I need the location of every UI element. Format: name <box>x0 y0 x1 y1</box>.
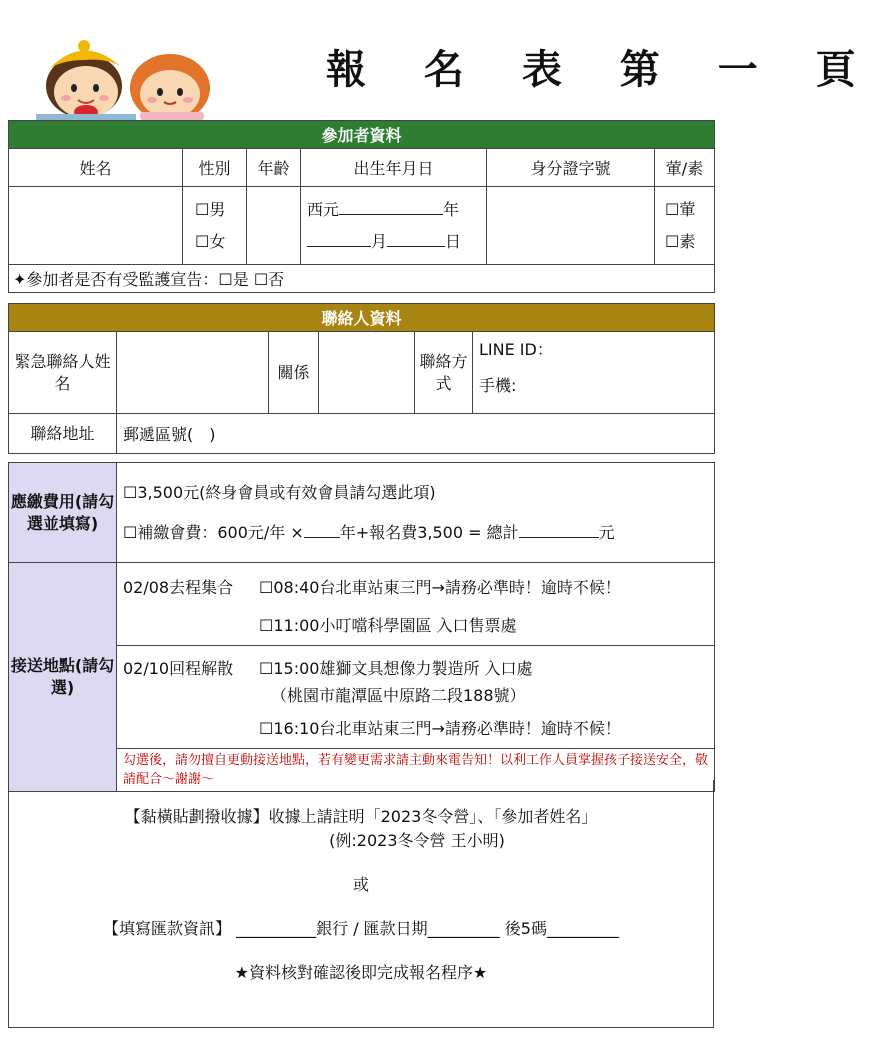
return-option-factory[interactable]: ☐15:00雄獅文具想像力製造所 入口處 <box>259 659 533 678</box>
depart-option-taipei[interactable]: ☐08:40台北車站東三門→請務必準時！逾時不候！ <box>259 578 621 597</box>
id-number-field[interactable] <box>487 187 655 265</box>
pickup-label: 接送地點(請勾選) <box>9 563 117 792</box>
kids-mascot-illustration <box>36 40 212 120</box>
gender-male-checkbox[interactable]: ☐男 <box>195 199 226 219</box>
or-divider: 或 <box>352 875 369 894</box>
fee-option-member[interactable]: ☐3,500元(終身會員或有效會員請勾選此項) <box>123 482 436 502</box>
receipt-example: (例:2023冬令營 王小明) <box>329 831 505 850</box>
guardianship-question[interactable]: ✦參加者是否有受監護宣告：☐是 ☐否 <box>9 265 715 293</box>
phone-field[interactable]: 手機: <box>479 376 517 395</box>
dob-year-label: 年 <box>443 199 460 219</box>
completion-note: ★資料核對確認後即完成報名程序★ <box>234 963 488 982</box>
age-field[interactable] <box>247 187 301 265</box>
dob-month-label: 月 <box>371 231 388 251</box>
diet-meat-checkbox[interactable]: ☐葷 <box>665 199 696 219</box>
col-dob: 出生年月日 <box>301 149 487 187</box>
emergency-contact-field[interactable] <box>117 332 269 414</box>
dob-day-label: 日 <box>445 231 462 251</box>
diet-veg-checkbox[interactable]: ☐素 <box>665 231 696 251</box>
depart-option-park[interactable]: ☐11:00小叮噹科學園區 入口售票處 <box>259 616 517 635</box>
col-name: 姓名 <box>9 149 183 187</box>
col-id-number: 身分證字號 <box>487 149 655 187</box>
emergency-contact-label: 緊急聯絡人姓名 <box>9 332 117 414</box>
fees-pickup-table <box>8 462 715 792</box>
col-gender: 性別 <box>183 149 247 187</box>
line-id-field[interactable]: LINE ID： <box>479 340 553 359</box>
contact-method-label: 聯絡方式 <box>415 332 473 414</box>
participant-table <box>8 120 715 293</box>
contact-table <box>8 303 715 454</box>
return-option-address: （桃園市龍潭區中原路二段188號） <box>271 686 526 705</box>
address-field[interactable]: 郵遞區號( ) <box>117 414 715 454</box>
receipt-instruction: 【黏橫貼劃撥收據】收據上請註明「2023冬令營」、「參加者姓名」 <box>124 807 598 826</box>
page-title: 報 名 表 第 一 頁 <box>326 47 878 93</box>
col-age: 年齡 <box>247 149 301 187</box>
payment-instructions <box>8 780 714 1028</box>
pickup-warning: 勾選後，請勿擅自更動接送地點，若有變更需求請主動來電告知！以利工作人員掌握孩子接送安全，敬請配合～謝謝～ <box>117 749 715 792</box>
address-label: 聯絡地址 <box>9 414 117 454</box>
dob-prefix: 西元 <box>307 199 340 219</box>
fee-option-renew[interactable]: ☐補繳會費：600元/年 × 年+報名費3,500 = 總計 元 <box>117 513 714 553</box>
page-header <box>0 0 878 120</box>
relation-field[interactable] <box>319 332 415 414</box>
contact-section-title: 聯絡人資料 <box>9 304 715 332</box>
name-field[interactable] <box>9 187 183 265</box>
depart-label: 02/08去程集合 <box>123 578 234 597</box>
participant-section-title: 參加者資料 <box>9 121 715 149</box>
fees-label: 應繳費用(請勾選並填寫) <box>9 463 117 563</box>
gender-female-checkbox[interactable]: ☐女 <box>195 231 226 251</box>
col-diet: 葷/素 <box>655 149 715 187</box>
return-label: 02/10回程解散 <box>123 659 234 678</box>
return-option-taipei[interactable]: ☐16:10台北車站東三門→請務必準時！逾時不候！ <box>259 719 621 738</box>
relation-label: 關係 <box>269 332 319 414</box>
transfer-info-line[interactable]: 【填寫匯款資訊】 __________銀行 / 匯款日期_________ 後5碼_________ <box>103 919 619 938</box>
dob-field[interactable] <box>301 187 487 265</box>
